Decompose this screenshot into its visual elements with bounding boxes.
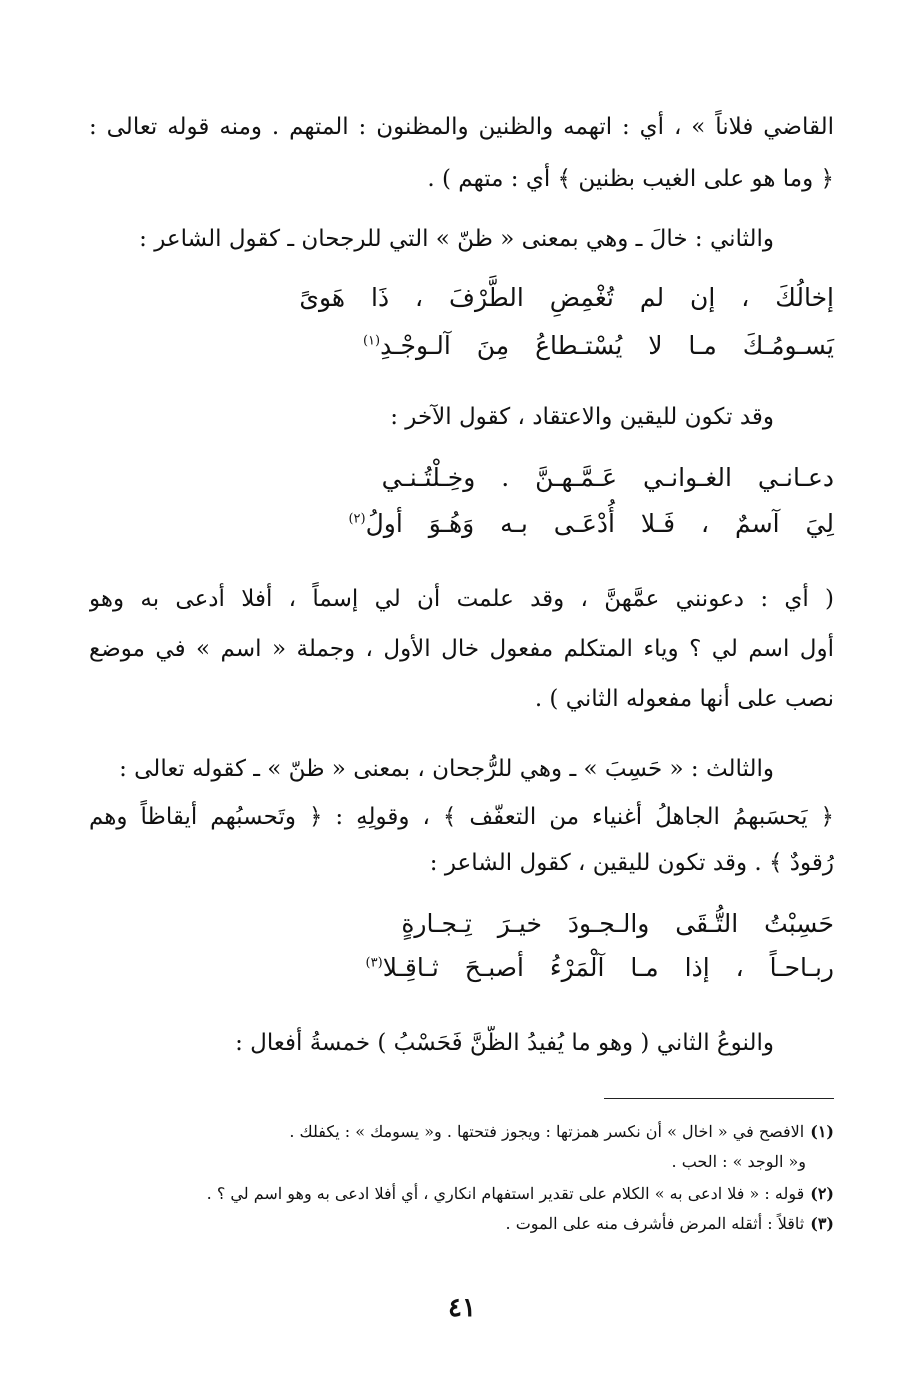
verse-line: [401, 906, 834, 942]
footnote: [89, 1120, 834, 1144]
text-line: رُقودٌ ﴾ . وقد تكون لليقين ، كقول الشاعر :: [429, 850, 834, 876]
text-line: أول اسم لي ؟ وياء المتكلم مفعول خال الأول ، وجملة « اسم » في موضع: [89, 636, 834, 662]
footnote: [89, 1182, 834, 1206]
footnote-text: ثاقلاً : أثقله المرض فأشرف منه على الموت .: [505, 1214, 805, 1233]
footnote-marker: (٣): [365, 955, 383, 971]
verse-line: [366, 950, 834, 986]
text-line: القاضي فلاناً » ، أي : اتهمه والظنين والمظنون : المتهم . ومنه قوله تعالى :: [89, 114, 834, 140]
text-line: ( أي : دعونني عمَّهنَّ ، وقد علمت أن لي إسماً ، أفلا أدعى به وهو: [89, 586, 834, 612]
footnote-number: (١): [810, 1122, 834, 1141]
footnote-marker: (١): [362, 333, 381, 349]
verse-line: [299, 280, 834, 316]
footnote-text: و« الوجد » : الحب .: [671, 1152, 806, 1171]
footnote-text: الافصح في « اخال » أن نكسر همزتها : ويجوز فتحتها . و« يسومك » : يكفلك .: [289, 1122, 805, 1141]
footnote-number: (٣): [810, 1214, 834, 1233]
verse-line: [348, 506, 834, 542]
verse-text: إخالُكَ ، إن لم تُغْمِضِ الطَّرْفَ ، ذَا هَوىً: [299, 283, 834, 312]
verse-text: دعـانـي الغـوانـي عَـمَّـهـنَّ . وخِـلْتُـنـي: [381, 463, 834, 492]
text-line: ﴿ يَحسَبهمُ الجاهلُ أغنياء من التعفّف ﴾ ، وقولِهِ : ﴿ وتَحسبُهم أيقاظاً وهم: [89, 804, 834, 830]
text-line: والثالث : « حَسِبَ » ـ وهي للرُّجحان ، بمعنى « ظنّ » ـ كقوله تعالى :: [119, 756, 774, 782]
text-line: والنوعُ الثاني ( وهو ما يُفيدُ الظَّنَّ فَحَسْبُ ) خمسةُ أفعال :: [235, 1030, 774, 1056]
footnote-text: قوله : « فلا ادعى به » الكلام على تقدير استفهام انكاري ، أي أفلا ادعى به وهو اسم لي ؟ .: [206, 1184, 805, 1203]
verse-text: حَسِبْتُ التُّـقَى والـجـودَ خيـرَ تِـجـارةٍ: [401, 909, 834, 938]
verse-text: ربـاحـاً ، إذا مـا آلْمَرْءُ أصبـحَ ثـاقِـلا: [382, 953, 834, 982]
verse-text: يَسـومُـكَ مـا لا يُسْتـطاعُ مِنَ آلـوجْـدِ: [380, 331, 834, 360]
footnote-number: (٢): [810, 1184, 834, 1203]
text-line: والثاني : خالَ ـ وهي بمعنى « ظنّ » التي للرجحان ـ كقول الشاعر :: [139, 226, 774, 252]
text-line: ﴿ وما هو على الغيب بظنين ﴾ أي : متهم ) .: [427, 166, 834, 192]
footnote: [61, 1150, 806, 1174]
footnote: [89, 1212, 834, 1236]
footnote-divider: [604, 1098, 834, 1099]
verse-text: لِيَ آسمٌ ، فَـلا أُدْعَـى بـه وَهُـوَ أولُ: [365, 509, 834, 538]
page-number: ٤١: [448, 1293, 476, 1323]
verse-line: [363, 328, 834, 364]
text-line: نصب على أنها مفعوله الثاني ) .: [534, 686, 834, 712]
verse-line: [382, 460, 834, 496]
text-line: وقد تكون لليقين والاعتقاد ، كقول الآخر :: [390, 404, 774, 430]
footnote-marker: (٢): [348, 511, 366, 527]
